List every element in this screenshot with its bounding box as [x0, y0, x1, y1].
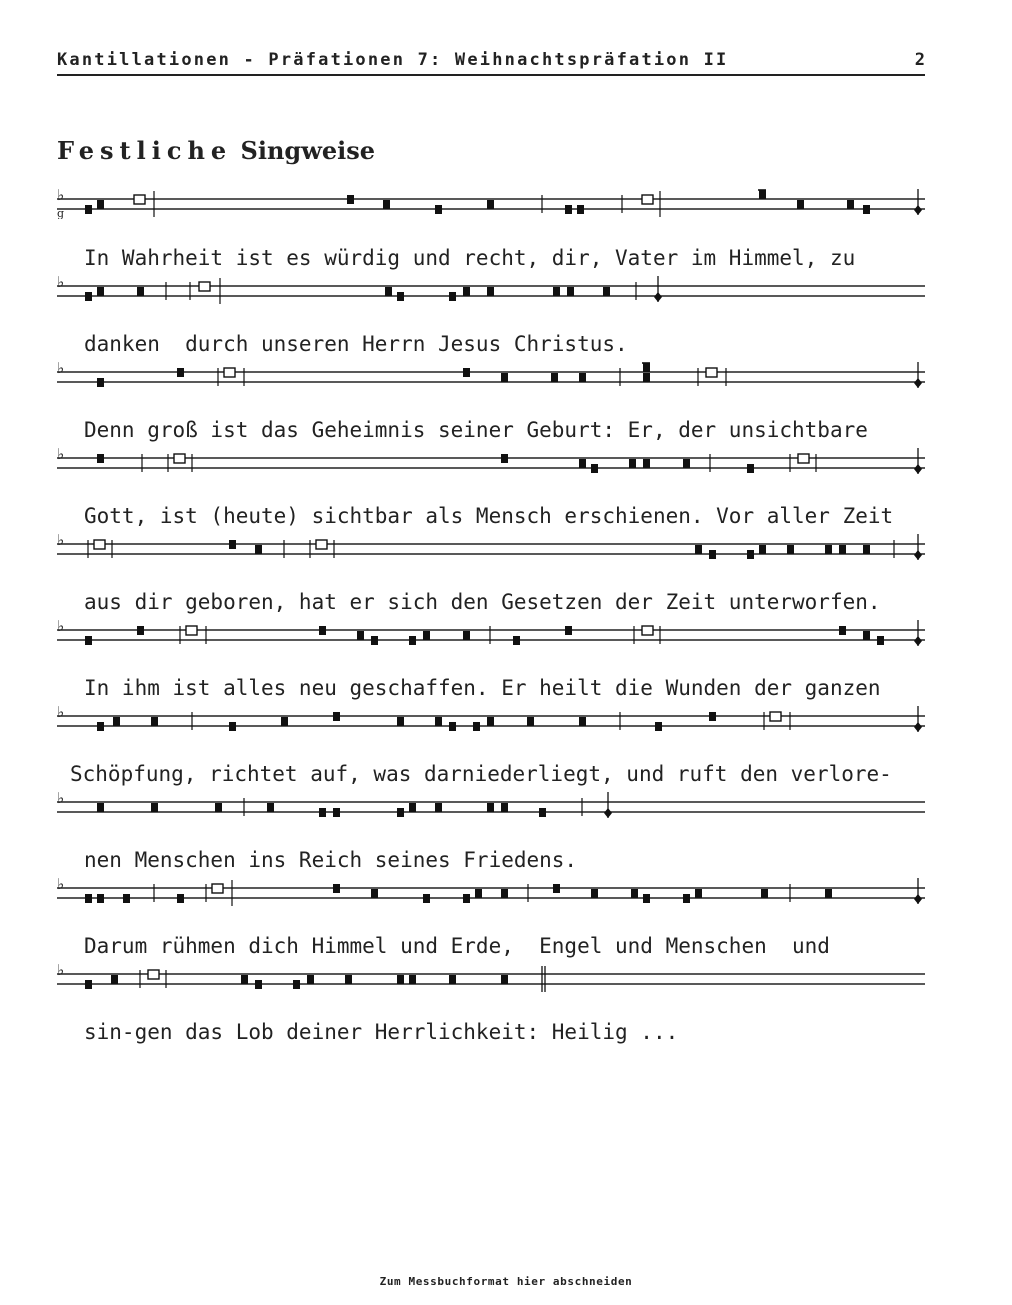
note-square — [643, 363, 650, 372]
chant-staff — [57, 878, 925, 908]
tenor-box — [642, 626, 653, 635]
final-diamond — [914, 722, 922, 732]
note-square — [123, 894, 130, 903]
note-square — [397, 292, 404, 301]
note-square — [463, 894, 470, 903]
note-square — [501, 975, 508, 984]
note-square — [97, 287, 104, 296]
note-square — [435, 717, 442, 726]
note-square — [463, 287, 470, 296]
note-square — [695, 545, 702, 554]
final-diamond — [914, 464, 922, 474]
note-square — [97, 454, 104, 463]
note-square — [759, 545, 766, 554]
note-square — [333, 808, 340, 817]
note-square — [229, 722, 236, 731]
note-square — [797, 200, 804, 209]
note-square — [863, 631, 870, 640]
note-square — [177, 368, 184, 377]
lyric-line: Gott, ist (heute) sichtbar als Mensch erschienen. Vor aller Zeit — [84, 504, 894, 528]
lyric-line: Darum rühmen dich Himmel und Erde, Engel und Menschen und — [84, 934, 830, 958]
tenor-box — [148, 970, 159, 979]
note-square — [631, 889, 638, 898]
note-square — [357, 631, 364, 640]
lyric-line: nen Menschen ins Reich seines Friedens. — [84, 848, 578, 872]
note-square — [449, 292, 456, 301]
note-square — [151, 717, 158, 726]
note-square — [215, 803, 222, 812]
flat-clef-icon: ♭ — [57, 534, 65, 549]
lyric-line: danken durch unseren Herrn Jesus Christus. — [84, 332, 628, 356]
note-square — [603, 287, 610, 296]
note-square — [553, 287, 560, 296]
final-diamond — [604, 808, 612, 818]
flat-clef-icon: ♭ — [57, 620, 65, 635]
section-title — [57, 136, 375, 165]
lyric-line: In ihm ist alles neu geschaffen. Er heilt die Wunden der ganzen — [84, 676, 881, 700]
lyric-line: aus dir geboren, hat er sich den Gesetzen der Zeit unterworfen. — [84, 590, 881, 614]
note-square — [449, 975, 456, 984]
note-square — [397, 717, 404, 726]
note-square — [463, 368, 470, 377]
note-square — [267, 803, 274, 812]
g-clef-letter: g — [57, 207, 65, 219]
tenor-box — [770, 712, 781, 721]
chant-staff — [57, 189, 925, 219]
note-square — [463, 631, 470, 640]
flat-clef-icon: ♭ — [57, 189, 65, 204]
note-square — [137, 626, 144, 635]
note-square — [643, 894, 650, 903]
note-square — [85, 292, 92, 301]
note-square — [397, 975, 404, 984]
flat-clef-icon: ♭ — [57, 792, 65, 807]
chant-staff — [57, 276, 925, 306]
tenor-box — [798, 454, 809, 463]
note-square — [579, 373, 586, 382]
note-square — [229, 540, 236, 549]
note-square — [97, 894, 104, 903]
note-square — [137, 287, 144, 296]
note-square — [683, 894, 690, 903]
note-square — [565, 205, 572, 214]
note-square — [347, 195, 354, 204]
note-square — [307, 975, 314, 984]
note-square — [501, 373, 508, 382]
note-square — [579, 717, 586, 726]
final-diamond — [914, 205, 922, 215]
note-square — [435, 205, 442, 214]
tenor-box — [212, 884, 223, 893]
tenor-box — [706, 368, 717, 377]
final-diamond — [914, 636, 922, 646]
note-square — [151, 803, 158, 812]
chant-staff — [57, 964, 925, 994]
lyric-line: sin-gen das Lob deiner Herrlichkeit: Heilig ... — [84, 1020, 679, 1044]
note-square — [293, 980, 300, 989]
note-square — [475, 889, 482, 898]
note-square — [655, 722, 662, 731]
note-square — [111, 975, 118, 984]
note-square — [409, 803, 416, 812]
section-title-spaced: Festliche — [57, 136, 233, 165]
note-square — [629, 459, 636, 468]
note-square — [397, 808, 404, 817]
note-square — [787, 545, 794, 554]
note-square — [97, 200, 104, 209]
note-square — [847, 200, 854, 209]
note-square — [319, 626, 326, 635]
note-square — [255, 980, 262, 989]
note-square — [501, 454, 508, 463]
note-square — [345, 975, 352, 984]
note-square — [643, 373, 650, 382]
note-square — [333, 884, 340, 893]
lyric-line: Schöpfung, richtet auf, was darniederliegt, und ruft den verlore- — [70, 762, 892, 786]
final-diamond — [654, 292, 662, 302]
note-square — [423, 631, 430, 640]
note-square — [409, 975, 416, 984]
note-square — [839, 545, 846, 554]
note-square — [591, 464, 598, 473]
tenor-box — [134, 195, 145, 204]
note-square — [371, 889, 378, 898]
lyric-line: In Wahrheit ist es würdig und recht, dir, Vater im Himmel, zu — [84, 246, 856, 270]
note-square — [487, 200, 494, 209]
note-square — [747, 550, 754, 559]
note-square — [487, 287, 494, 296]
cut-line-note: Zum Messbuchformat hier abschneiden — [379, 1275, 633, 1288]
note-square — [85, 636, 92, 645]
chant-staff — [57, 620, 925, 650]
note-square — [539, 808, 546, 817]
tenor-box — [642, 195, 653, 204]
final-diamond — [914, 550, 922, 560]
note-square — [97, 378, 104, 387]
note-square — [487, 803, 494, 812]
chant-staff — [57, 362, 925, 392]
flat-clef-icon: ♭ — [57, 878, 65, 893]
header-title: Kantillationen - Präfationen 7: Weihnachtspräfation II — [57, 50, 729, 70]
note-square — [85, 894, 92, 903]
chant-staff — [57, 448, 925, 478]
note-square — [281, 717, 288, 726]
note-square — [695, 889, 702, 898]
lyric-line: Denn groß ist das Geheimnis seiner Geburt: Er, der unsichtbare — [84, 418, 868, 442]
note-square — [97, 803, 104, 812]
note-square — [709, 712, 716, 721]
note-square — [863, 205, 870, 214]
note-square — [513, 636, 520, 645]
note-square — [683, 459, 690, 468]
note-square — [255, 545, 262, 554]
note-square — [551, 373, 558, 382]
note-square — [643, 459, 650, 468]
note-square — [97, 722, 104, 731]
note-square — [85, 205, 92, 214]
note-square — [385, 287, 392, 296]
page-number: 2 — [914, 50, 925, 70]
final-diamond — [914, 378, 922, 388]
final-diamond — [914, 894, 922, 904]
flat-clef-icon: ♭ — [57, 362, 65, 377]
note-square — [709, 550, 716, 559]
note-square — [825, 545, 832, 554]
note-square — [747, 464, 754, 473]
flat-clef-icon: ♭ — [57, 706, 65, 721]
note-square — [825, 889, 832, 898]
note-square — [759, 190, 766, 199]
chant-staff — [57, 534, 925, 564]
flat-clef-icon: ♭ — [57, 964, 65, 979]
tenor-box — [224, 368, 235, 377]
page-header — [57, 50, 925, 76]
tenor-box — [94, 540, 105, 549]
note-square — [177, 894, 184, 903]
note-square — [409, 636, 416, 645]
note-square — [113, 717, 120, 726]
tenor-box — [199, 282, 210, 291]
note-square — [527, 717, 534, 726]
note-square — [473, 722, 480, 731]
section-title-rest: Singweise — [240, 136, 376, 165]
note-square — [761, 889, 768, 898]
note-square — [487, 717, 494, 726]
note-square — [553, 884, 560, 893]
chant-staff — [57, 792, 925, 822]
note-square — [565, 626, 572, 635]
flat-clef-icon: ♭ — [57, 276, 65, 291]
tenor-box — [186, 626, 197, 635]
note-square — [501, 889, 508, 898]
flat-clef-icon: ♭ — [57, 448, 65, 463]
note-square — [577, 205, 584, 214]
note-square — [241, 975, 248, 984]
note-square — [383, 200, 390, 209]
note-square — [85, 980, 92, 989]
note-square — [863, 545, 870, 554]
note-square — [579, 459, 586, 468]
note-square — [591, 889, 598, 898]
tenor-box — [316, 540, 327, 549]
note-square — [501, 803, 508, 812]
tenor-box — [174, 454, 185, 463]
note-square — [435, 803, 442, 812]
note-square — [333, 712, 340, 721]
note-square — [319, 808, 326, 817]
note-square — [839, 626, 846, 635]
chant-staff — [57, 706, 925, 736]
note-square — [423, 894, 430, 903]
note-square — [449, 722, 456, 731]
note-square — [877, 636, 884, 645]
note-square — [371, 636, 378, 645]
note-square — [567, 287, 574, 296]
